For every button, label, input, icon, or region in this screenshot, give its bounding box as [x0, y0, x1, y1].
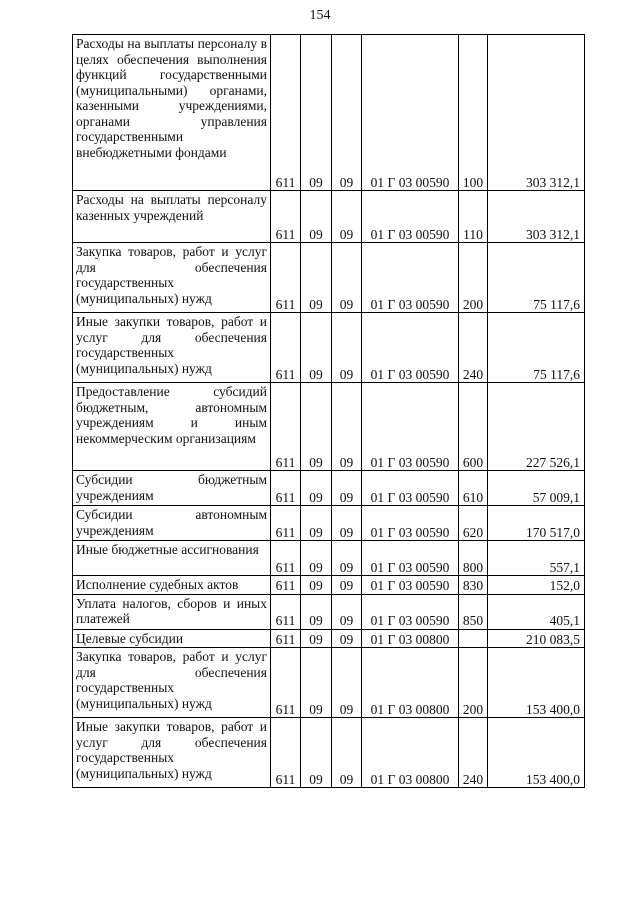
cell-razdel: 09: [301, 243, 332, 313]
cell-ved: 611: [271, 243, 301, 313]
cell-podrazdel: 09: [332, 541, 362, 576]
cell-expense-type: 850: [459, 594, 488, 629]
cell-target-article: 01 Г 03 00590: [362, 383, 459, 471]
budget-table: [72, 34, 585, 788]
cell-razdel: 09: [301, 191, 332, 243]
cell-amount: 303 312,1: [488, 191, 585, 243]
table-row: [73, 383, 585, 471]
cell-expense-type: 830: [459, 576, 488, 595]
cell-expense-type: 240: [459, 718, 488, 788]
table-row: [73, 243, 585, 313]
cell-name: Уплата налогов, сборов и иных платежей: [73, 594, 271, 629]
cell-expense-type: [459, 629, 488, 648]
cell-expense-type: 620: [459, 506, 488, 541]
cell-razdel: 09: [301, 594, 332, 629]
cell-amount: 75 117,6: [488, 313, 585, 383]
cell-razdel: 09: [301, 648, 332, 718]
cell-amount: 153 400,0: [488, 648, 585, 718]
cell-ved: 611: [271, 594, 301, 629]
cell-podrazdel: 09: [332, 471, 362, 506]
cell-expense-type: 100: [459, 35, 488, 191]
cell-amount: 153 400,0: [488, 718, 585, 788]
cell-target-article: 01 Г 03 00590: [362, 35, 459, 191]
cell-amount: 303 312,1: [488, 35, 585, 191]
cell-podrazdel: 09: [332, 629, 362, 648]
table-row: [73, 313, 585, 383]
table-row: [73, 541, 585, 576]
cell-amount: 152,0: [488, 576, 585, 595]
cell-target-article: 01 Г 03 00800: [362, 718, 459, 788]
cell-name: Закупка товаров, работ и услуг для обеспечения государственных (муниципальных) нужд: [73, 648, 271, 718]
cell-ved: 611: [271, 576, 301, 595]
page-number: 154: [309, 8, 331, 23]
cell-ved: 611: [271, 313, 301, 383]
table-row: [73, 629, 585, 648]
cell-target-article: 01 Г 03 00590: [362, 313, 459, 383]
cell-name: Субсидии автономным учреждениям: [73, 506, 271, 541]
cell-name: Расходы на выплаты персоналу в целях обеспечения выполнения функций государственными (муниципальными) органами, казенными учреждениями, органами управления государственными внебюджетными фондами: [73, 35, 271, 191]
cell-target-article: 01 Г 03 00590: [362, 471, 459, 506]
cell-ved: 611: [271, 506, 301, 541]
cell-razdel: 09: [301, 313, 332, 383]
cell-expense-type: 600: [459, 383, 488, 471]
cell-ved: 611: [271, 648, 301, 718]
cell-podrazdel: 09: [332, 576, 362, 595]
cell-razdel: 09: [301, 629, 332, 648]
cell-name: Закупка товаров, работ и услуг для обеспечения государственных (муниципальных) нужд: [73, 243, 271, 313]
cell-name: Исполнение судебных актов: [73, 576, 271, 595]
cell-podrazdel: 09: [332, 243, 362, 313]
cell-ved: 611: [271, 629, 301, 648]
cell-expense-type: 240: [459, 313, 488, 383]
cell-ved: 611: [271, 718, 301, 788]
cell-target-article: 01 Г 03 00590: [362, 191, 459, 243]
cell-podrazdel: 09: [332, 383, 362, 471]
cell-amount: 75 117,6: [488, 243, 585, 313]
cell-ved: 611: [271, 541, 301, 576]
cell-razdel: 09: [301, 576, 332, 595]
cell-target-article: 01 Г 03 00590: [362, 506, 459, 541]
cell-amount: 170 517,0: [488, 506, 585, 541]
cell-target-article: 01 Г 03 00590: [362, 243, 459, 313]
cell-amount: 557,1: [488, 541, 585, 576]
cell-amount: 227 526,1: [488, 383, 585, 471]
cell-amount: 57 009,1: [488, 471, 585, 506]
table-row: [73, 35, 585, 191]
cell-target-article: 01 Г 03 00800: [362, 629, 459, 648]
cell-expense-type: 200: [459, 648, 488, 718]
cell-amount: 405,1: [488, 594, 585, 629]
cell-expense-type: 800: [459, 541, 488, 576]
cell-ved: 611: [271, 383, 301, 471]
cell-name: Расходы на выплаты персоналу казенных учреждений: [73, 191, 271, 243]
table-row: [73, 648, 585, 718]
cell-razdel: 09: [301, 506, 332, 541]
cell-amount: 210 083,5: [488, 629, 585, 648]
table-row: [73, 191, 585, 243]
cell-razdel: 09: [301, 35, 332, 191]
table-row: [73, 594, 585, 629]
table-row: [73, 576, 585, 595]
cell-name: Иные закупки товаров, работ и услуг для обеспечения государственных (муниципальных) нужд: [73, 313, 271, 383]
cell-target-article: 01 Г 03 00590: [362, 594, 459, 629]
cell-target-article: 01 Г 03 00590: [362, 541, 459, 576]
cell-podrazdel: 09: [332, 35, 362, 191]
cell-target-article: 01 Г 03 00590: [362, 576, 459, 595]
cell-razdel: 09: [301, 541, 332, 576]
cell-expense-type: 110: [459, 191, 488, 243]
cell-expense-type: 610: [459, 471, 488, 506]
cell-podrazdel: 09: [332, 594, 362, 629]
cell-podrazdel: 09: [332, 191, 362, 243]
cell-name: Субсидии бюджетным учреждениям: [73, 471, 271, 506]
table-row: [73, 506, 585, 541]
cell-target-article: 01 Г 03 00800: [362, 648, 459, 718]
cell-razdel: 09: [301, 718, 332, 788]
cell-name: Предоставление субсидий бюджетным, автономным учреждениям и иным некоммерческим организациям: [73, 383, 271, 471]
cell-ved: 611: [271, 35, 301, 191]
cell-razdel: 09: [301, 383, 332, 471]
cell-podrazdel: 09: [332, 648, 362, 718]
cell-expense-type: 200: [459, 243, 488, 313]
cell-podrazdel: 09: [332, 506, 362, 541]
cell-name: Иные закупки товаров, работ и услуг для обеспечения государственных (муниципальных) нужд: [73, 718, 271, 788]
cell-razdel: 09: [301, 471, 332, 506]
cell-ved: 611: [271, 471, 301, 506]
cell-name: Иные бюджетные ассигнования: [73, 541, 271, 576]
cell-podrazdel: 09: [332, 718, 362, 788]
cell-ved: 611: [271, 191, 301, 243]
table-row: [73, 718, 585, 788]
cell-name: Целевые субсидии: [73, 629, 271, 648]
cell-podrazdel: 09: [332, 313, 362, 383]
table-row: [73, 471, 585, 506]
